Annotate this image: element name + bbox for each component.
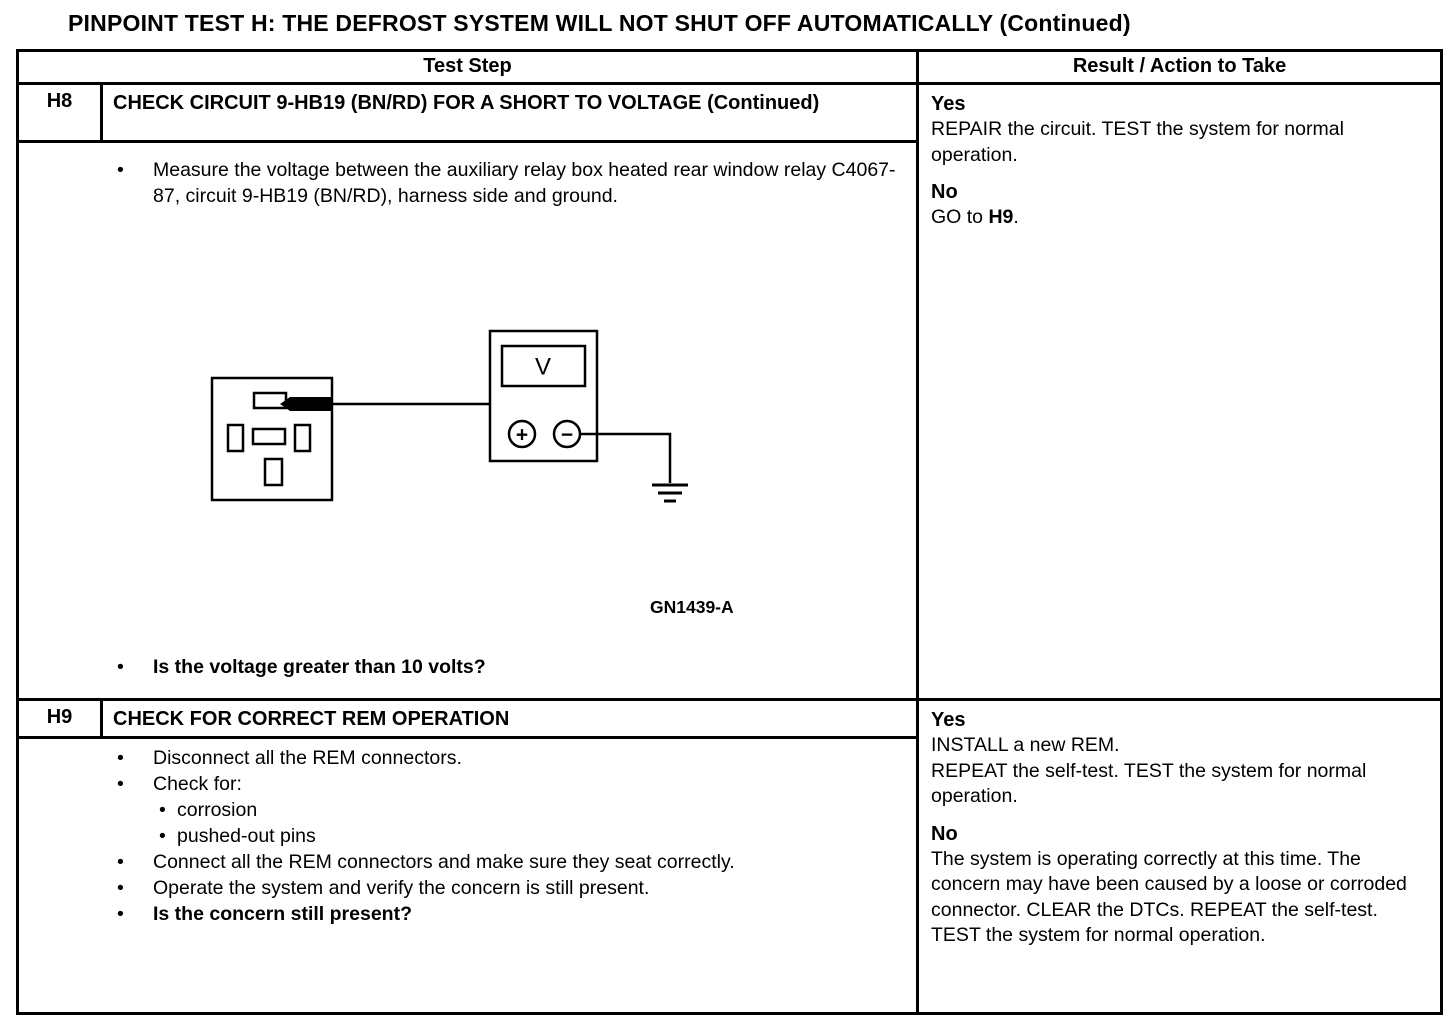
step-id-h9: H9 (18, 700, 102, 738)
result-cell-h8 (918, 84, 1442, 700)
bullet-icon: • (117, 747, 124, 769)
h8-no-label: No (931, 181, 958, 203)
table-header-row (18, 51, 1442, 84)
bullet-icon: • (117, 159, 124, 181)
bullet-icon: • (117, 851, 124, 873)
plus-terminal-label: + (515, 423, 529, 447)
h8-no-action-prefix: GO to (931, 206, 989, 228)
h8-no-action-suffix: . (1013, 206, 1019, 228)
h9-question-text: Is the concern still present? (153, 903, 412, 925)
connector-pin-center (253, 429, 285, 444)
result-column-header: Result / Action to Take (918, 51, 1442, 84)
ground-symbol-icon (652, 485, 688, 501)
h9-no-action: The system is operating correctly at this time. The concern may have been caused by a loose or corroded connector. CLEAR the DTCs. REPEAT the self-test. TEST the system for normal operation. (931, 847, 1407, 946)
probe-icon (280, 397, 332, 411)
connector-pin-bottom (265, 459, 282, 485)
circuit-diagram-figure (210, 323, 770, 620)
voltmeter-body (490, 331, 597, 461)
connector-pin-right (295, 425, 310, 451)
bullet-icon: • (117, 877, 124, 899)
h9-title-row (18, 700, 1442, 738)
h9-yes-action-line1: INSTALL a new REM. (931, 734, 1120, 756)
page-title: PINPOINT TEST H: THE DEFROST SYSTEM WILL NOT SHUT OFF AUTOMATICALLY (Continued) (68, 10, 1131, 36)
h8-question-bullet (19, 654, 908, 680)
h9-no-label: No (931, 822, 958, 845)
test-step-column-header: Test Step (18, 51, 918, 84)
disconnect-bullet (19, 745, 908, 771)
circuit-diagram-svg (210, 323, 710, 523)
corrosion-sub-bullet (19, 797, 908, 823)
voltmeter-v-label: V (534, 353, 552, 381)
connector-pin-left (228, 425, 243, 451)
step-id-h8: H8 (18, 84, 102, 142)
h8-no-action (931, 205, 1432, 231)
h8-yes-label: Yes (931, 93, 966, 115)
ground-lead-wire (580, 434, 670, 483)
bullet-icon: • (117, 656, 124, 678)
step-title-h8 (102, 84, 918, 142)
connect-text: Connect all the REM connectors and make sure they seat correctly. (153, 851, 735, 873)
connect-bullet (19, 849, 908, 875)
pushed-out-pins-text: pushed-out pins (177, 825, 316, 847)
h8-question-text: Is the voltage greater than 10 volts? (153, 656, 486, 678)
corrosion-text: corrosion (177, 799, 258, 821)
h8-title-row (18, 84, 1442, 142)
h8-yes-action: REPAIR the circuit. TEST the system for normal operation. (931, 118, 1344, 166)
h9-question-bullet (19, 901, 908, 927)
step-title-h9-text: CHECK FOR CORRECT REM OPERATION (113, 708, 510, 730)
bullet-icon: • (117, 903, 124, 925)
connector-pin-top (254, 393, 286, 408)
pinpoint-test-table (16, 49, 1443, 1015)
measure-voltage-bullet (19, 157, 908, 209)
h9-yes-action-line2: REPEAT the self-test. TEST the system for normal operation. (931, 759, 1367, 807)
test-step-body-h9 (18, 738, 918, 1014)
relay-connector-box (212, 378, 332, 500)
minus-terminal-label: − (560, 423, 574, 447)
check-for-bullet (19, 771, 908, 797)
result-cell-h9 (918, 700, 1442, 1014)
step-title-h8-text: CHECK CIRCUIT 9-HB19 (BN/RD) FOR A SHORT TO VOLTAGE (Continued) (113, 92, 820, 114)
bullet-icon: • (159, 799, 166, 821)
test-step-body-h8 (18, 142, 918, 700)
operate-text: Operate the system and verify the concern is still present. (153, 877, 650, 899)
disconnect-text: Disconnect all the REM connectors. (153, 747, 462, 769)
measure-voltage-text: Measure the voltage between the auxiliary relay box heated rear window relay C4067-87, circuit 9-HB19 (BN/RD), harness side and ground. (153, 159, 896, 207)
h8-no-action-ref: H9 (988, 206, 1014, 228)
operate-bullet (19, 875, 908, 901)
bullet-icon: • (117, 773, 124, 795)
h9-yes-label: Yes (931, 709, 966, 731)
step-title-h9 (102, 700, 918, 738)
bullet-icon: • (159, 825, 166, 847)
pushed-out-pins-sub-bullet (19, 823, 908, 849)
figure-label: GN1439-A (650, 597, 734, 617)
check-for-text: Check for: (153, 773, 242, 795)
